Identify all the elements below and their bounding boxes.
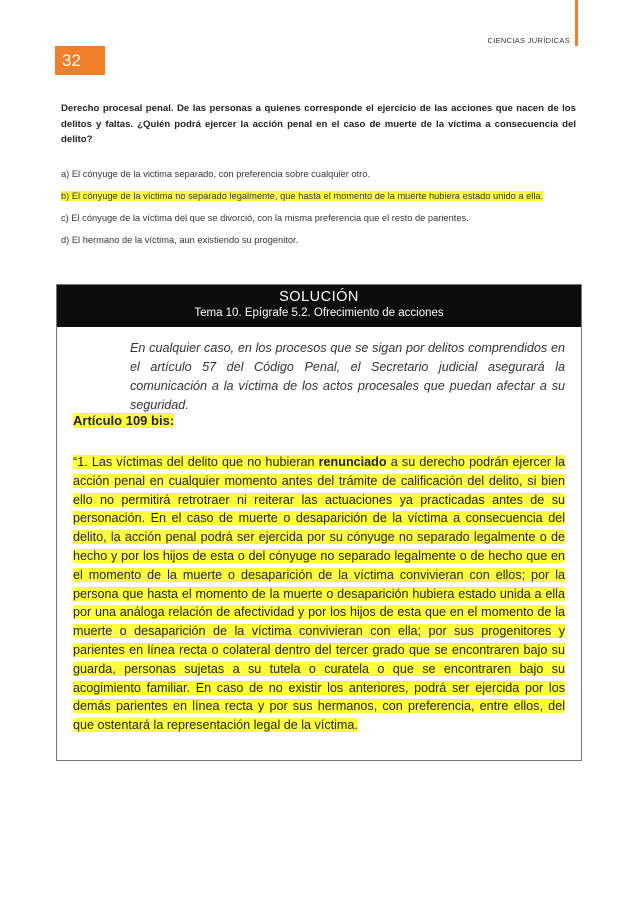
quoted-intro-text: En cualquier caso, en los procesos que se sigan por delitos comprendidos en el artículo 57 del Código Penal, el Secretario judicial asegurará la comunicación a la víctima de los actos procesales que puedan afectar a su seguridad. xyxy=(130,341,565,412)
article-bold-term: renunciado xyxy=(318,455,387,469)
option-b-highlight: b) El cónyuge de la víctima no separado legalmente, que hasta el momento de la muerte hubiera estado unido a ella. xyxy=(61,191,544,201)
option-a: a) El cónyuge de la victima separado, con preferencia sobre cualquier otro. xyxy=(61,169,371,179)
article-body xyxy=(73,453,565,735)
article-text-start: “1. Las víctimas del delito que no hubieran xyxy=(73,455,319,469)
section-label: CIENCIAS JURÍDICAS xyxy=(487,36,570,45)
question-text: Derecho procesal penal. De las personas a quienes corresponde el ejercicio de las acciones que nacen de los delitos y faltas. ¿Quién podrá ejercer la acción penal en el caso de muerte de la víctima a consecuencia del delito? xyxy=(61,103,576,145)
article-title xyxy=(73,413,174,428)
article-body-highlight xyxy=(73,455,565,732)
solution-header xyxy=(57,285,581,327)
article-text-rest: a su derecho podrán ejercer la acción penal en cualquier momento antes del trámite de calificación del delito, si bien ello no permitirá retrotraer ni reiterar las actuaciones ya practicadas antes de su personación. En el caso de muerte o desaparición de la víctima a consecuencia del delito, la acción penal podrá ser ejercida por su cónyuge no separado legalmente o de hecho y por los hijos de esta o del cónyuge no separado legalmente o de hecho que en el momento de la muerte o desaparición de la víctima convivieran con ellos; por la persona que hasta el momento de la muerte o desaparición hubiera estado unida a ella por una análoga relación de afectividad y por los hijos de esta que en el momento de la muerte o desaparición de la víctima convivieran con ella; por sus progenitores y parientes en línea recta o colateral dentro del tercer grado que se encontraren bajo su guarda, personas sujetas a su tutela o curatela o que se encontraren bajo su acogimiento familiar. En caso de no existir los anteriores, podrá ser ejercida por los demás parientes en línea recta y por sus hermanos, con preferencia, entre ellos, del que ostentará la representación legal de la víctima. xyxy=(73,455,566,733)
header-accent-rule xyxy=(575,0,578,46)
answer-options xyxy=(61,167,576,255)
solution-title: SOLUCIÓN xyxy=(279,289,359,305)
option-c: c) El cónyuge de la víctima del que se divorció, con la misma preferencia que el resto de parientes. xyxy=(61,213,469,223)
option-d: d) El hermano de la víctima, aun existiendo su progenitor. xyxy=(61,235,299,245)
article-title-highlight: Artículo 109 bis: xyxy=(73,413,175,428)
solution-box xyxy=(56,284,582,761)
page-number-badge: 32 xyxy=(55,46,105,75)
solution-subtitle: Tema 10. Epígrafe 5.2. Ofrecimiento de acciones xyxy=(194,307,444,319)
option-b-correct xyxy=(61,189,576,204)
